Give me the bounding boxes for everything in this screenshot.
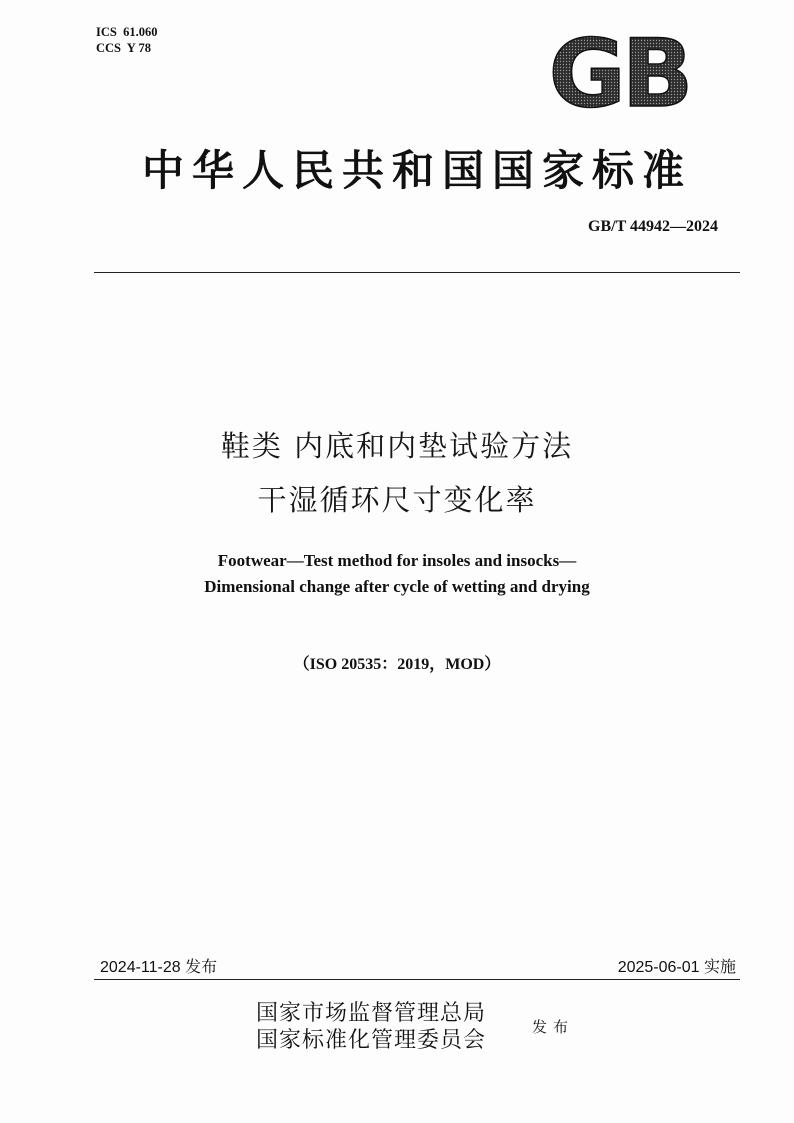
header-divider: [94, 272, 740, 273]
chinese-title-line-2: 干湿循环尺寸变化率: [257, 483, 537, 517]
english-title-line-2: Dimensional change after cycle of wetting and drying: [204, 577, 590, 596]
publish-label: 发布: [532, 1018, 575, 1036]
issue-date: 2024-11-28 发布: [100, 959, 218, 976]
national-standard-title: 中华人民共和国国家标准: [141, 146, 692, 195]
implementation-date: 2025-06-01 实施: [617, 959, 736, 976]
chinese-title-line-1: 鞋类 内底和内垫试验方法: [220, 429, 574, 463]
standard-number: GB/T 44942—2024: [588, 218, 718, 235]
footer-divider: [94, 979, 740, 980]
publisher-1: 国家市场监督管理总局: [256, 1001, 487, 1026]
publisher-2: 国家标准化管理委员会: [256, 1028, 487, 1053]
ics-code: ICS 61.060: [96, 25, 158, 39]
english-title-line-1: Footwear—Test method for insoles and insocks—: [217, 551, 577, 570]
publishers: [256, 1000, 486, 1054]
classification-codes: [96, 24, 157, 56]
gb-logo: [538, 30, 700, 114]
ccs-code: CCS Y 78: [96, 41, 151, 55]
iso-reference: （ISO 20535：2019，MOD）: [293, 656, 501, 673]
gb-logo-letters: GB: [548, 30, 690, 114]
